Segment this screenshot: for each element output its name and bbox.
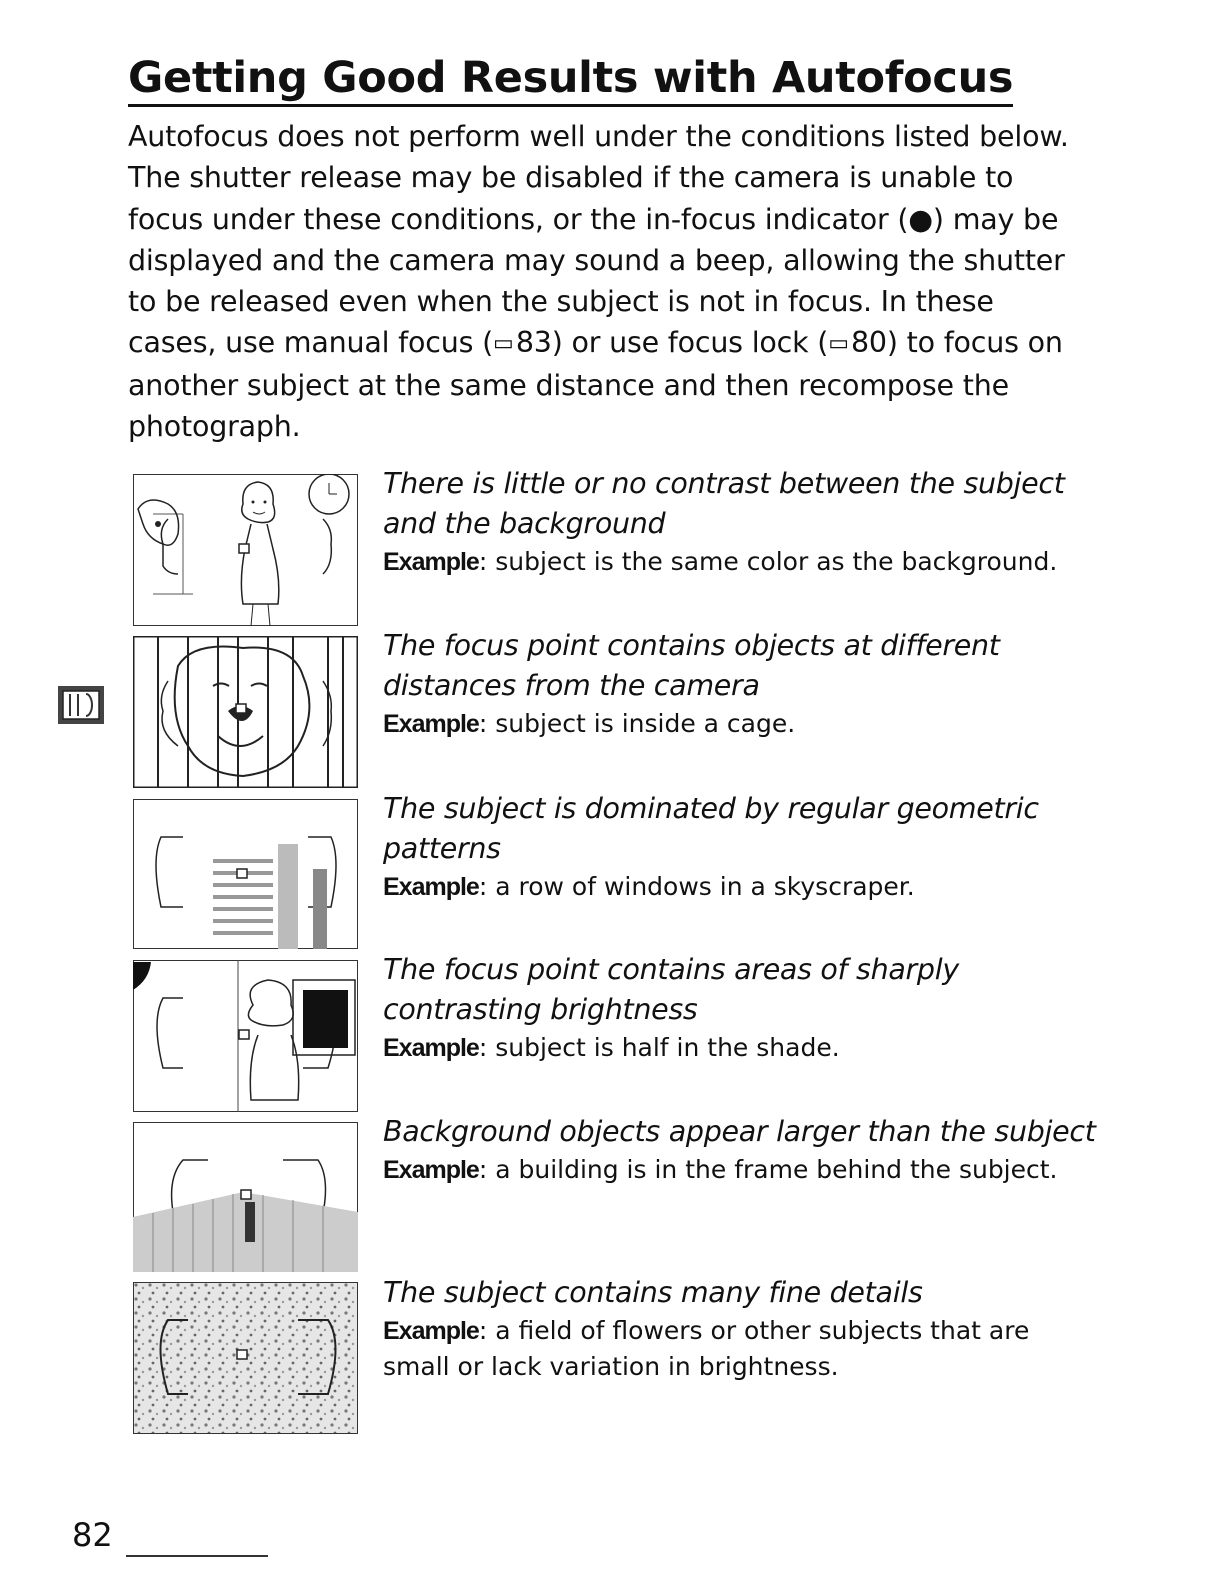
condition-heading: There is little or no contrast between the subject and the background [383,467,1065,540]
example-text: : a building is in the frame behind the subject. [478,1155,1058,1184]
intro-text-1: Autofocus does not perform well under the conditions listed below. The shutter release may be disabled if the camera is unable to focus under these conditions, or the in-focus indicator ( [128,120,1069,236]
skyscraper-windows-illustration [133,799,358,949]
camera-settings-tab-icon [56,680,106,730]
manual-focus-page-ref[interactable]: 83 [515,326,552,360]
example-label: Example [383,1317,479,1345]
example-text: : subject is the same color as the background. [478,547,1058,576]
intro-paragraph [128,116,1078,447]
example-text: : a row of windows in a skyscraper. [478,872,915,901]
example-label: Example [383,548,479,576]
condition-heading: Background objects appear larger than the subject [383,1115,1096,1148]
page-number: 82 [72,1516,113,1554]
focus-lock-page-ref[interactable]: 80 [851,326,887,360]
condition-row-3 [383,789,1103,905]
condition-heading: The subject is dominated by regular geometric patterns [383,792,1039,865]
condition-example [383,1030,1103,1066]
condition-row-2 [383,626,1103,742]
woman-half-shade-illustration [133,960,358,1110]
condition-heading: The focus point contains objects at different distances from the camera [383,629,1000,702]
example-label: Example [383,1034,479,1062]
condition-example [383,544,1103,580]
condition-example [383,1313,1103,1385]
example-label: Example [383,710,479,738]
page-number-rule [126,1555,268,1557]
condition-heading: The subject contains many fine details [383,1276,923,1309]
condition-example [383,706,1103,742]
intro-text-2: ) may be displayed and the camera may sound a beep, allowing the shutter to be released even when the subject is not in focus. In these cases, use manual focus ( [128,202,1065,360]
woman-low-contrast-illustration [133,474,358,624]
intro-text-4: ) to focus on another subject at the same distance and then recompose the photograph. [128,326,1063,444]
condition-row-1 [383,464,1103,580]
condition-row-4 [383,950,1103,1066]
example-label: Example [383,873,479,901]
example-text: : a field of flowers or other subjects that are small or lack variation in brightness. [383,1316,1030,1381]
condition-row-5 [383,1112,1103,1188]
example-text: : subject is inside a cage. [478,709,796,738]
example-label: Example [383,1156,479,1184]
example-text: : subject is half in the shade. [478,1033,840,1062]
book-reference-icon: ▭ [828,331,847,357]
book-reference-icon: ▭ [493,331,512,357]
condition-example [383,1152,1103,1188]
condition-row-6 [383,1273,1103,1385]
in-focus-indicator-icon: ● [908,202,933,236]
lion-in-cage-illustration [133,636,358,786]
condition-example [383,869,1103,905]
intro-text-3: ) or use focus lock ( [551,326,829,360]
page-title: Getting Good Results with Autofocus [128,52,1013,107]
condition-heading: The focus point contains areas of sharply contrasting brightness [383,953,959,1026]
building-behind-subject-illustration [133,1122,358,1272]
field-of-flowers-illustration [133,1282,358,1432]
